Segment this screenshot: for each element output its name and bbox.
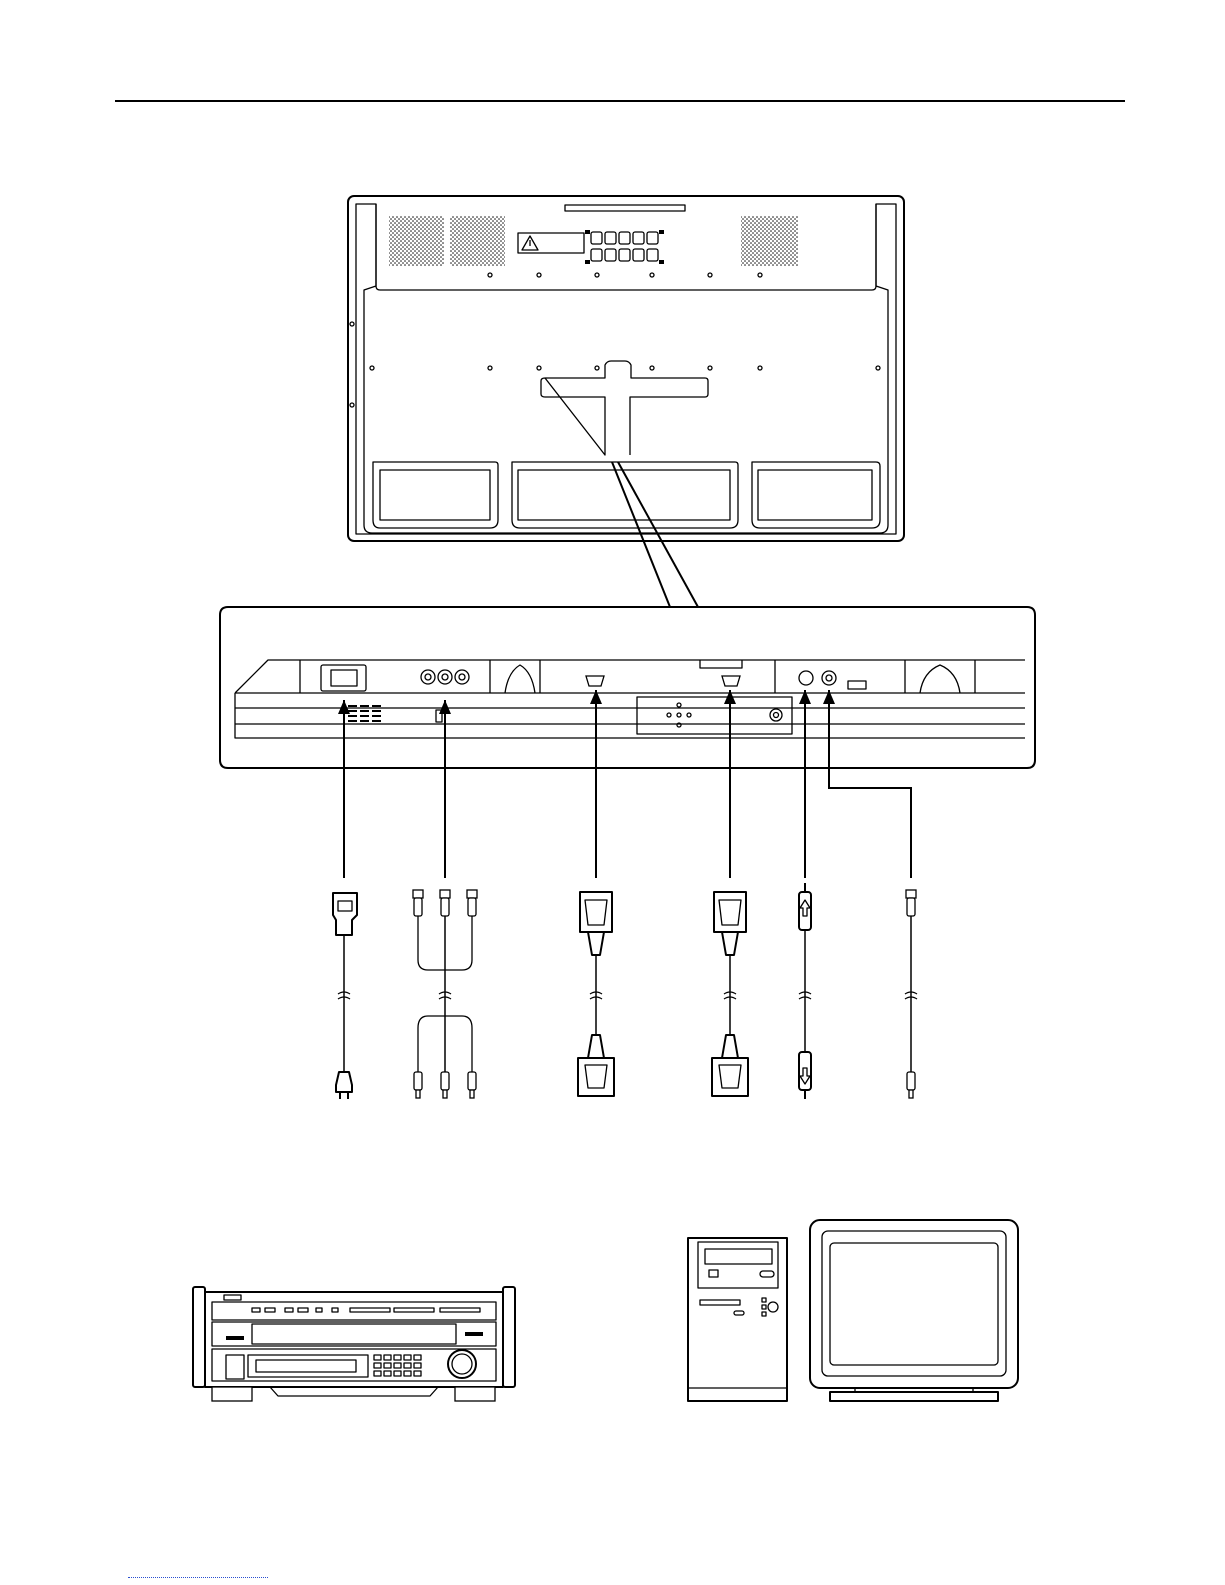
control-button-grid (585, 230, 664, 264)
cable-lead-lines (338, 690, 911, 878)
power-cord (333, 893, 357, 1099)
component-video-jacks (421, 670, 469, 684)
pc-rgb-cable-2 (712, 892, 748, 1096)
footer-link-underline (128, 1577, 268, 1578)
mini-jack (799, 671, 813, 685)
terminal-panel-detail (220, 607, 1035, 768)
crt-monitor (810, 1220, 1018, 1401)
cable-break-marks (338, 992, 917, 999)
dsub-15-pin-port (586, 676, 604, 686)
stand-bracket (541, 361, 708, 455)
speaker-grille-left-1 (389, 216, 444, 266)
desktop-computer (688, 1238, 787, 1401)
speaker-grille-left-2 (450, 216, 505, 266)
pc-rgb-cable-1 (578, 892, 614, 1096)
component-video-cable (413, 890, 477, 1098)
speaker-grille-right (741, 216, 798, 266)
screw-holes (350, 273, 880, 407)
display-rear-view (348, 196, 904, 607)
av-receiver (193, 1287, 515, 1401)
mini-jack (822, 671, 836, 685)
rca-jack (770, 709, 782, 721)
power-socket (321, 665, 366, 691)
rca-audio-cable (906, 890, 916, 1098)
audio-mini-cable (799, 883, 811, 1099)
dsub-15-pin-port (722, 676, 740, 686)
